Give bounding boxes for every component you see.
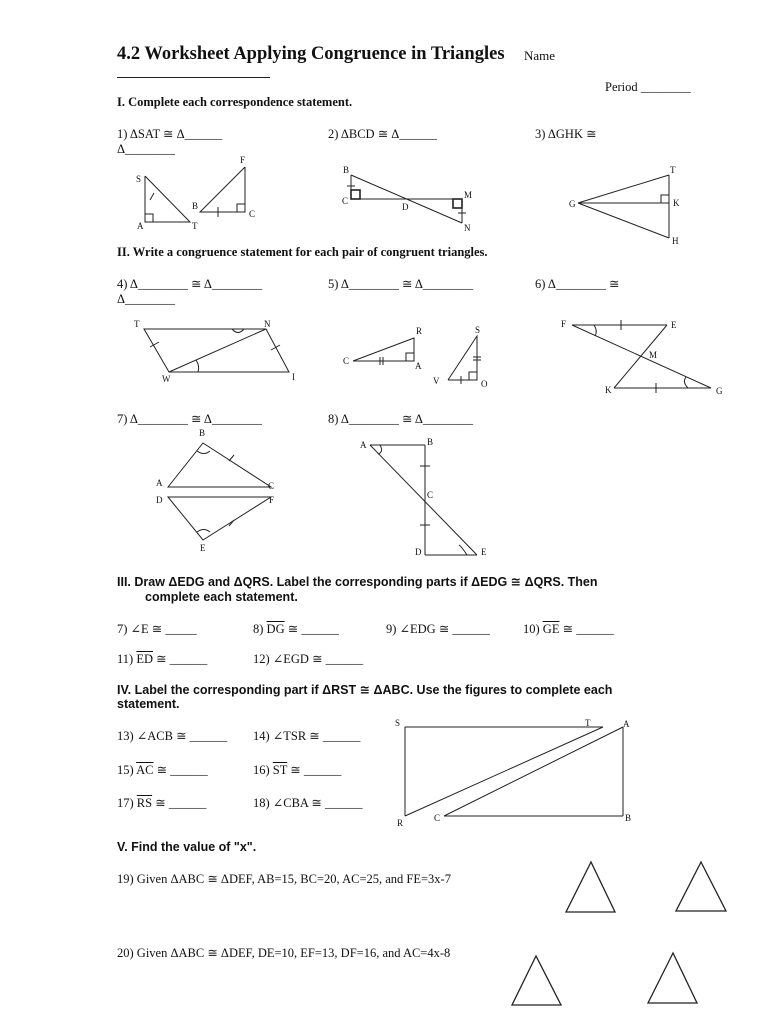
question-6: 6) Δ________ ≅ (535, 277, 620, 291)
fig1-label: A (137, 221, 144, 231)
segment-ac: $\overline{AC}$ (136, 763, 154, 777)
name-label: Name (524, 48, 556, 63)
question-1: 1) ΔSAT ≅ Δ______ (117, 127, 223, 141)
question-2: 2) ΔBCD ≅ Δ______ (328, 127, 437, 141)
fig8-label: C (427, 490, 434, 500)
fig6-label: F (561, 319, 567, 329)
figure-6 (561, 319, 723, 396)
period-label: Period ________ (605, 80, 691, 94)
figure-8 (360, 437, 487, 557)
figure-section-5 (512, 862, 726, 1005)
fig5-label: R (416, 326, 423, 336)
fig5-label: S (475, 325, 481, 335)
fig5-label: V (433, 376, 440, 386)
section-4-heading: IV. Label the corresponding part if ΔRST ≅ ΔABC. Use the figures to complete each (117, 683, 613, 697)
question-s3-7: 7) ∠E ≅ _____ (117, 622, 197, 636)
question-1-continued: Δ________ (117, 142, 176, 156)
fig2-label: D (402, 202, 409, 212)
fig4-label: W (162, 374, 171, 384)
fig-s4-label: B (625, 813, 632, 823)
fig6-label: E (671, 320, 677, 330)
fig1-label: B (192, 201, 199, 211)
fig8-label: B (427, 437, 434, 447)
question-13: 13) ∠ACB ≅ ______ (117, 729, 228, 743)
section-3-heading: III. Draw ΔEDG and ΔQRS. Label the corresponding parts if ΔEDG ≅ ΔQRS. Then (117, 575, 598, 589)
figure-section-4 (395, 718, 631, 828)
question-4: 4) Δ________ ≅ Δ________ (117, 277, 262, 291)
fig1-label: S (136, 174, 142, 184)
fig7-label: C (268, 481, 275, 491)
fig6-label: K (605, 385, 612, 395)
fig5-label: O (481, 379, 488, 389)
question-16: 16) $\overline{ST}$ ≅ ______ (253, 763, 342, 777)
question-s3-12: 12) ∠EGD ≅ ______ (253, 652, 364, 666)
fig7-label: D (156, 495, 163, 505)
fig3-label: K (673, 198, 680, 208)
fig4-label: I (292, 372, 295, 382)
fig4-label: T (134, 319, 140, 329)
figure-7 (156, 428, 274, 553)
fig4-label: N (264, 319, 271, 329)
segment-dg: $\overline{DG}$ (266, 622, 285, 636)
question-3: 3) ΔGHK ≅ (535, 127, 597, 141)
question-5: 5) Δ________ ≅ Δ________ (328, 277, 473, 291)
question-20: 20) Given ΔABC ≅ ΔDEF, DE=10, EF=13, DF=16, and AC=4x-8 (117, 946, 451, 960)
fig-s4-label: C (434, 813, 441, 823)
fig5-label: A (415, 361, 422, 371)
fig6-label: G (716, 386, 723, 396)
fig7-label: E (200, 543, 206, 553)
section-2-heading: II. Write a congruence statement for each pair of congruent triangles. (117, 245, 488, 259)
fig2-label: N (464, 223, 471, 233)
figure-3 (569, 165, 680, 246)
question-8: 8) Δ________ ≅ Δ________ (328, 412, 473, 426)
figure-5 (343, 325, 488, 389)
figure-1 (136, 155, 255, 231)
question-s3-8: 8) $\overline{DG}$ ≅ ______ (253, 622, 339, 636)
worksheet-title: 4.2 Worksheet Applying Congruence in Triangles (117, 44, 505, 64)
fig8-label: D (415, 547, 422, 557)
question-s3-11: 11) $\overline{ED}$ ≅ ______ (117, 652, 208, 666)
question-15: 15) $\overline{AC}$ ≅ ______ (117, 763, 208, 777)
section-1-heading: I. Complete each correspondence statement. (117, 95, 353, 109)
triangle-19b (676, 862, 726, 911)
figure-2 (342, 165, 472, 233)
segment-st: $\overline{ST}$ (272, 763, 288, 777)
fig1-label: C (249, 209, 256, 219)
triangle-20a (512, 956, 561, 1005)
question-s3-9: 9) ∠EDG ≅ ______ (386, 622, 490, 636)
fig8-label: E (481, 547, 487, 557)
fig-s4-label: R (397, 818, 404, 828)
fig2-label: M (464, 190, 473, 200)
fig2-label: B (343, 165, 350, 175)
section-4-heading-cont: statement. (117, 697, 180, 711)
question-18: 18) ∠CBA ≅ ______ (253, 796, 363, 810)
section-3-heading-cont: complete each statement. (145, 590, 298, 604)
fig3-label: H (672, 236, 679, 246)
fig1-label: T (192, 221, 198, 231)
segment-ge: $\overline{GE}$ (542, 622, 560, 636)
question-14: 14) ∠TSR ≅ ______ (253, 729, 361, 743)
fig-s4-label: T (585, 718, 591, 728)
fig5-label: C (343, 356, 350, 366)
fig2-label: C (342, 196, 349, 206)
fig7-label: B (199, 428, 206, 438)
fig7-label: A (156, 478, 163, 488)
question-7: 7) Δ________ ≅ Δ________ (117, 412, 262, 426)
fig1-label: F (240, 155, 246, 165)
figure-4 (134, 319, 295, 384)
fig-s4-label: S (395, 718, 401, 728)
triangle-20b (648, 953, 697, 1003)
fig7-label: F (269, 495, 275, 505)
segment-rs: $\overline{RS}$ (136, 796, 153, 810)
question-19: 19) Given ΔABC ≅ ΔDEF, AB=15, BC=20, AC=25, and FE=3x-7 (117, 872, 451, 886)
fig6-label: M (649, 350, 658, 360)
fig3-label: G (569, 199, 576, 209)
segment-ed: $\overline{ED}$ (136, 652, 153, 666)
triangle-19a (566, 862, 615, 912)
question-17: 17) $\overline{RS}$ ≅ ______ (117, 796, 207, 810)
fig8-label: A (360, 440, 367, 450)
section-5-heading: V. Find the value of "x". (117, 840, 257, 854)
question-s3-10: 10) $\overline{GE}$ ≅ ______ (523, 622, 614, 636)
fig3-label: T (670, 165, 676, 175)
fig-s4-label: A (623, 719, 630, 729)
question-4-continued: Δ________ (117, 292, 176, 306)
